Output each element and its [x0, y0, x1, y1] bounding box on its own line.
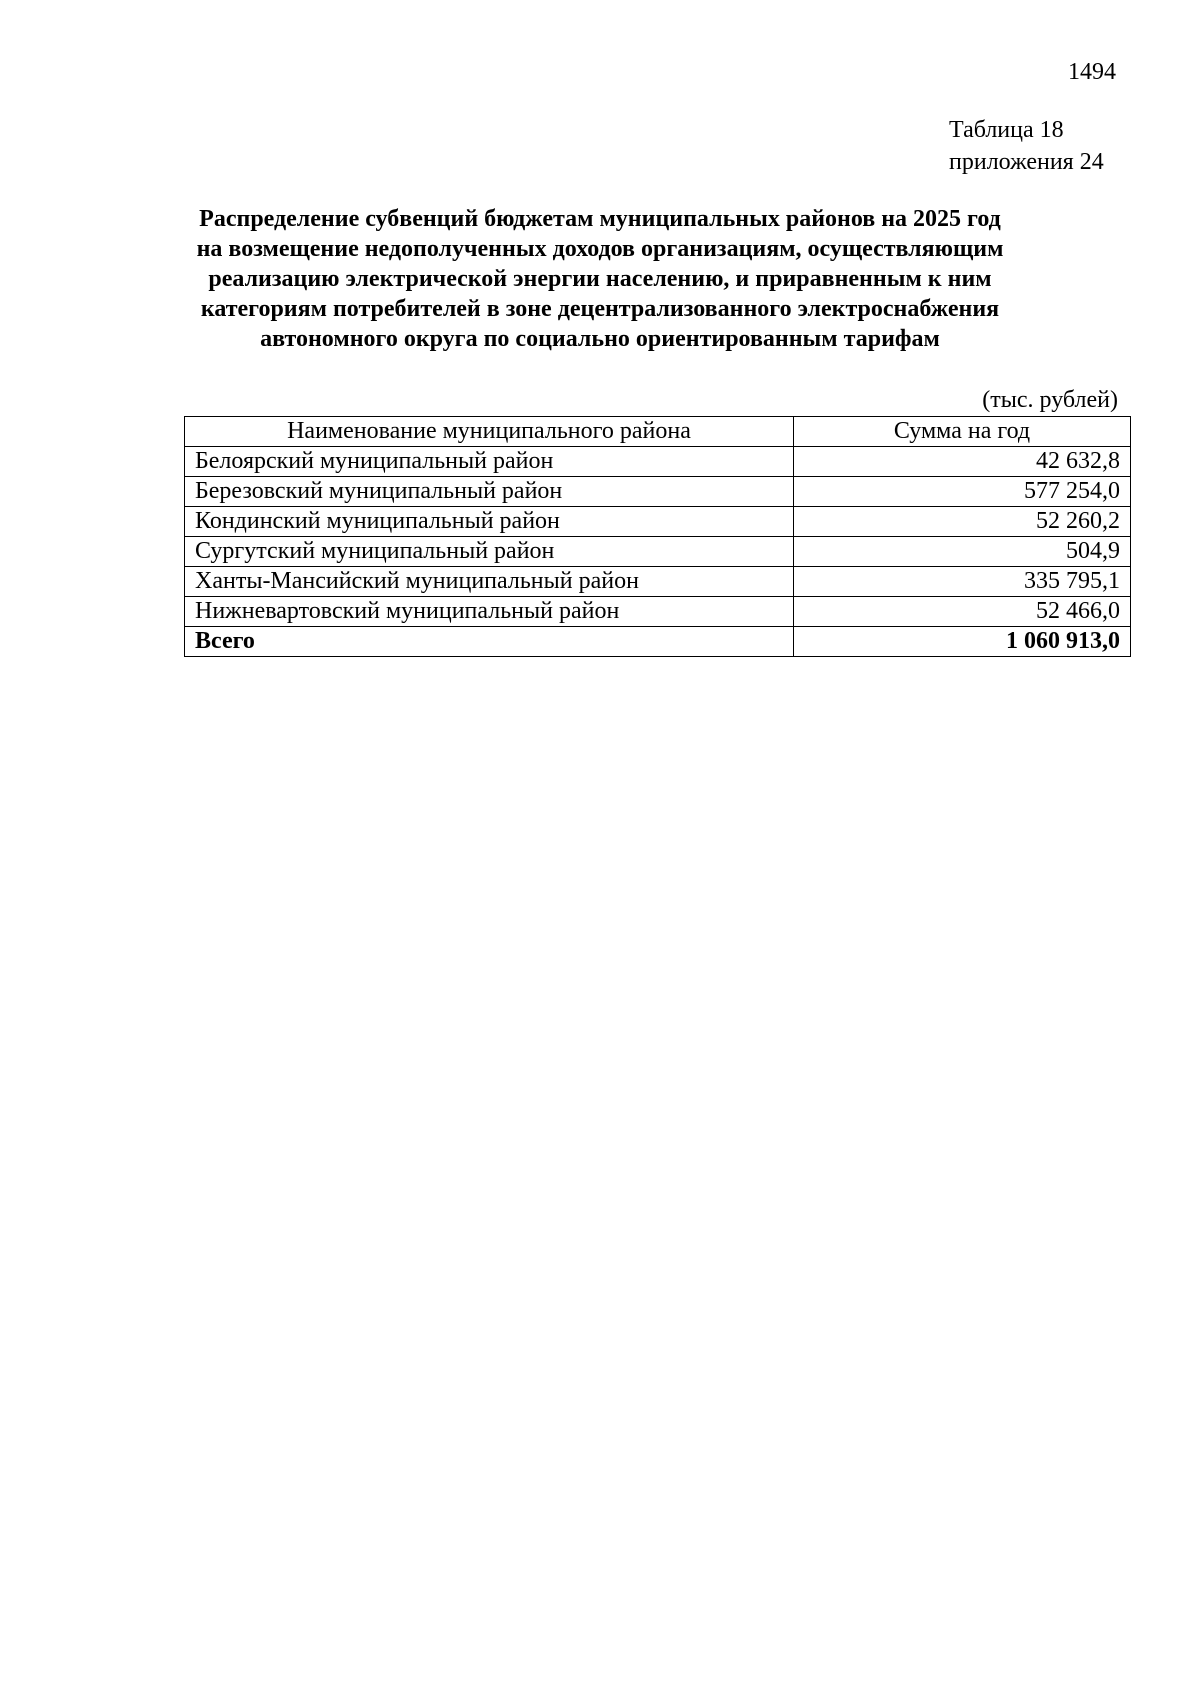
caption-appendix-number: приложения 24 [949, 149, 1104, 175]
table-row [185, 567, 1131, 597]
header-annual-sum: Сумма на год [794, 417, 1131, 447]
district-name-cell: Белоярский муниципальный район [185, 447, 794, 477]
title-line: реализацию электрической энергии населению, и приравненным к ним [208, 266, 992, 292]
district-name-cell: Кондинский муниципальный район [185, 507, 794, 537]
table-row [185, 477, 1131, 507]
district-name-cell: Сургутский муниципальный район [185, 537, 794, 567]
title-line: на возмещение недополученных доходов организациям, осуществляющим [196, 236, 1004, 262]
document-title [150, 204, 1050, 354]
table-header-row [185, 417, 1131, 447]
title-line: Распределение субвенций бюджетам муниципальных районов на 2025 год [199, 206, 1001, 232]
annual-sum-cell: 52 466,0 [794, 597, 1131, 627]
table-row [185, 597, 1131, 627]
district-name-cell: Ханты-Мансийский муниципальный район [185, 567, 794, 597]
annual-sum-cell: 504,9 [794, 537, 1131, 567]
units-label: (тыс. рублей) [982, 387, 1118, 413]
annual-sum-cell: 577 254,0 [794, 477, 1131, 507]
annual-sum-cell: 52 260,2 [794, 507, 1131, 537]
header-district-name: Наименование муниципального района [185, 417, 794, 447]
annual-sum-cell: 42 632,8 [794, 447, 1131, 477]
caption-table-number: Таблица 18 [949, 117, 1064, 143]
total-sum-cell: 1 060 913,0 [794, 627, 1131, 657]
total-label-cell: Всего [185, 627, 794, 657]
table-row [185, 537, 1131, 567]
title-line: автономного округа по социально ориентированным тарифам [260, 326, 940, 352]
table-caption [949, 114, 1104, 178]
table-total-row [185, 627, 1131, 657]
district-name-cell: Нижневартовский муниципальный район [185, 597, 794, 627]
title-line: категориям потребителей в зоне децентрализованного электроснабжения [200, 296, 1000, 322]
district-name-cell: Березовский муниципальный район [185, 477, 794, 507]
table-row [185, 507, 1131, 537]
annual-sum-cell: 335 795,1 [794, 567, 1131, 597]
subvention-table [184, 416, 1131, 657]
page-number: 1494 [1068, 59, 1116, 85]
table-row [185, 447, 1131, 477]
